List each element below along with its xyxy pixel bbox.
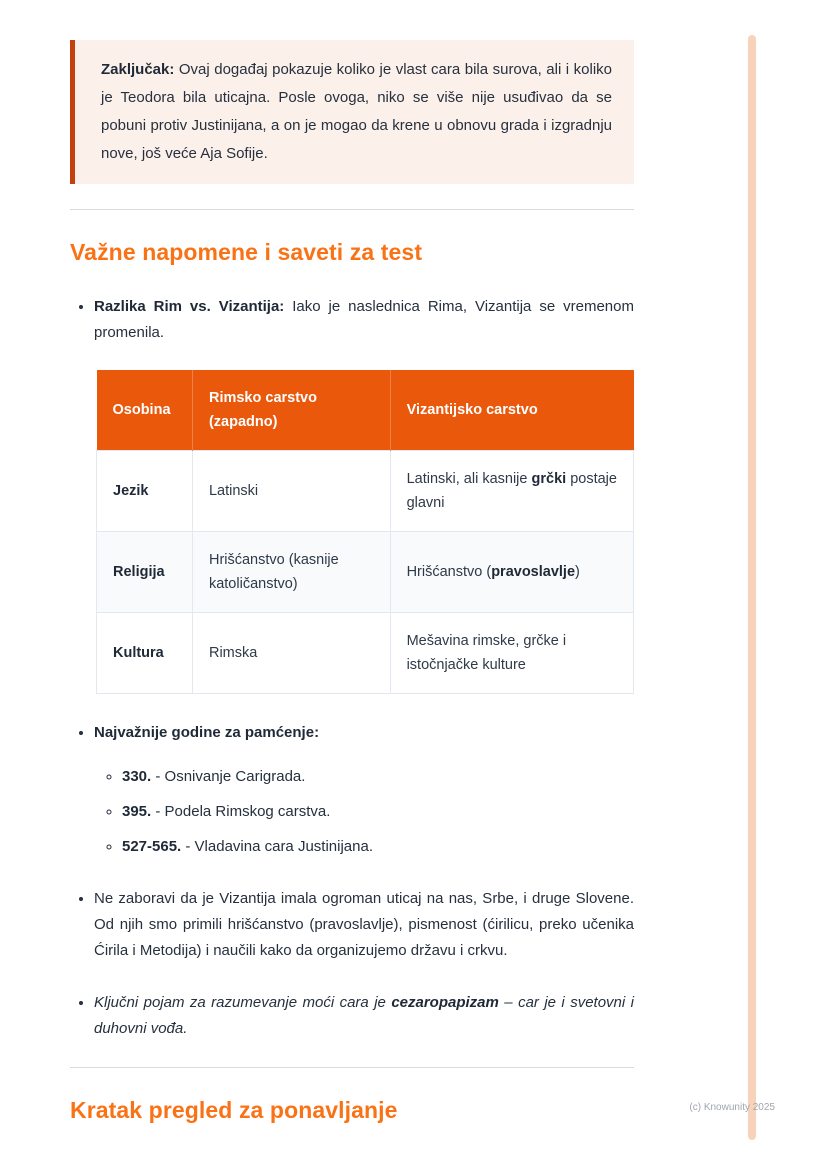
year-value: 395. bbox=[122, 803, 152, 820]
cell-byzantine bbox=[390, 532, 633, 613]
cell-roman: Rimska bbox=[192, 613, 390, 694]
key-term-pre: Ključni pojam za razumevanje moći cara je bbox=[94, 994, 392, 1011]
table-header-vizantijsko-carstvo: Vizantijsko carstvo bbox=[390, 370, 633, 451]
section-title-notes: Važne napomene i saveti za test bbox=[70, 239, 423, 265]
comparison-table bbox=[96, 370, 634, 694]
table-header-row bbox=[97, 370, 634, 451]
copyright-notice: (c) Knowunity 2025 bbox=[689, 1102, 775, 1113]
key-term-bold: cezaropapizam bbox=[391, 994, 499, 1011]
table-row-jezik bbox=[97, 451, 634, 532]
year-item-527-565 bbox=[122, 834, 634, 860]
difference-text: Iako je naslednica Rima, Vizantija se vremenom promenila. bbox=[94, 298, 634, 341]
years-label: Najvažnije godine za pamćenje: bbox=[94, 724, 320, 741]
list-item-years bbox=[94, 720, 634, 860]
year-item-330 bbox=[122, 764, 634, 790]
cell-feature: Jezik bbox=[97, 451, 193, 532]
table-header-rimsko-carstvo: Rimsko carstvo (zapadno) bbox=[192, 370, 390, 451]
conclusion-callout bbox=[70, 40, 634, 184]
cell-bold-text: grčki bbox=[531, 471, 567, 487]
cell-bold-text: pravoslavlje bbox=[491, 564, 576, 580]
table-header-osobina: Osobina bbox=[97, 370, 193, 451]
years-heading bbox=[94, 720, 634, 746]
difference-paragraph bbox=[94, 294, 634, 346]
year-item-395 bbox=[122, 799, 634, 825]
cell-roman: Latinski bbox=[192, 451, 390, 532]
cell-byzantine bbox=[390, 451, 633, 532]
year-value: 330. bbox=[122, 768, 152, 785]
page-edge-stripe bbox=[748, 35, 756, 1140]
cell-text: postaje glavni bbox=[406, 471, 617, 511]
year-text: - Podela Rimskog carstva. bbox=[151, 803, 331, 820]
key-term-post: – car je i svetovni i duhovni vođa. bbox=[94, 994, 634, 1037]
year-value: 527-565. bbox=[122, 838, 182, 855]
callout-paragraph bbox=[101, 56, 612, 168]
section-divider-top bbox=[70, 209, 634, 210]
list-item-key-term bbox=[94, 990, 634, 1042]
table-row-religija bbox=[97, 532, 634, 613]
notes-list bbox=[70, 294, 634, 1042]
list-item-difference bbox=[94, 294, 634, 694]
cell-text: ) bbox=[575, 564, 580, 580]
cell-text: Mešavina rimske, grčke i istočnjačke kulture bbox=[406, 633, 567, 673]
list-item-influence bbox=[94, 886, 634, 964]
cell-roman: Hrišćanstvo (kasnije katoličanstvo) bbox=[192, 532, 390, 613]
cell-byzantine bbox=[390, 613, 633, 694]
year-text: - Vladavina cara Justinijana. bbox=[181, 838, 373, 855]
document-content bbox=[70, 40, 634, 1152]
years-sublist bbox=[94, 764, 634, 860]
influence-paragraph: • Ne zaboravi da je Vizantija imala ogroman uticaj na nas, Srbe, i druge Slovene. Od njih smo primili hrišćanstvo (pravoslavlje), pismenost (ćirilicu, preko učenika Ćirila i Metodija) i naučili kako da organizujemo državu i crkvu. bbox=[94, 890, 634, 959]
section-divider-bottom bbox=[70, 1067, 634, 1068]
callout-text: Ovaj događaj pokazuje koliko je vlast cara bila surova, ali i koliko je Teodora bila uticajna. Posle ovoga, niko se više nije usuđivao da se pobuni protiv Justinijana, a on je mogao da krene u obnovu grada i izgradnju nove, još veće Aja Sofije. bbox=[101, 61, 612, 162]
cell-feature: Religija bbox=[97, 532, 193, 613]
cell-text: Hrišćanstvo ( bbox=[406, 564, 492, 580]
section-title-review: Kratak pregled za ponavljanje bbox=[70, 1097, 398, 1123]
table-row-kultura bbox=[97, 613, 634, 694]
key-term-paragraph bbox=[94, 990, 634, 1042]
cell-feature: Kultura bbox=[97, 613, 193, 694]
year-text: - Osnivanje Carigrada. bbox=[151, 768, 306, 785]
callout-label: Zaključak: bbox=[101, 61, 175, 78]
difference-label: Razlika Rim vs. Vizantija: bbox=[94, 298, 285, 315]
cell-text: Latinski, ali kasnije bbox=[406, 471, 532, 487]
